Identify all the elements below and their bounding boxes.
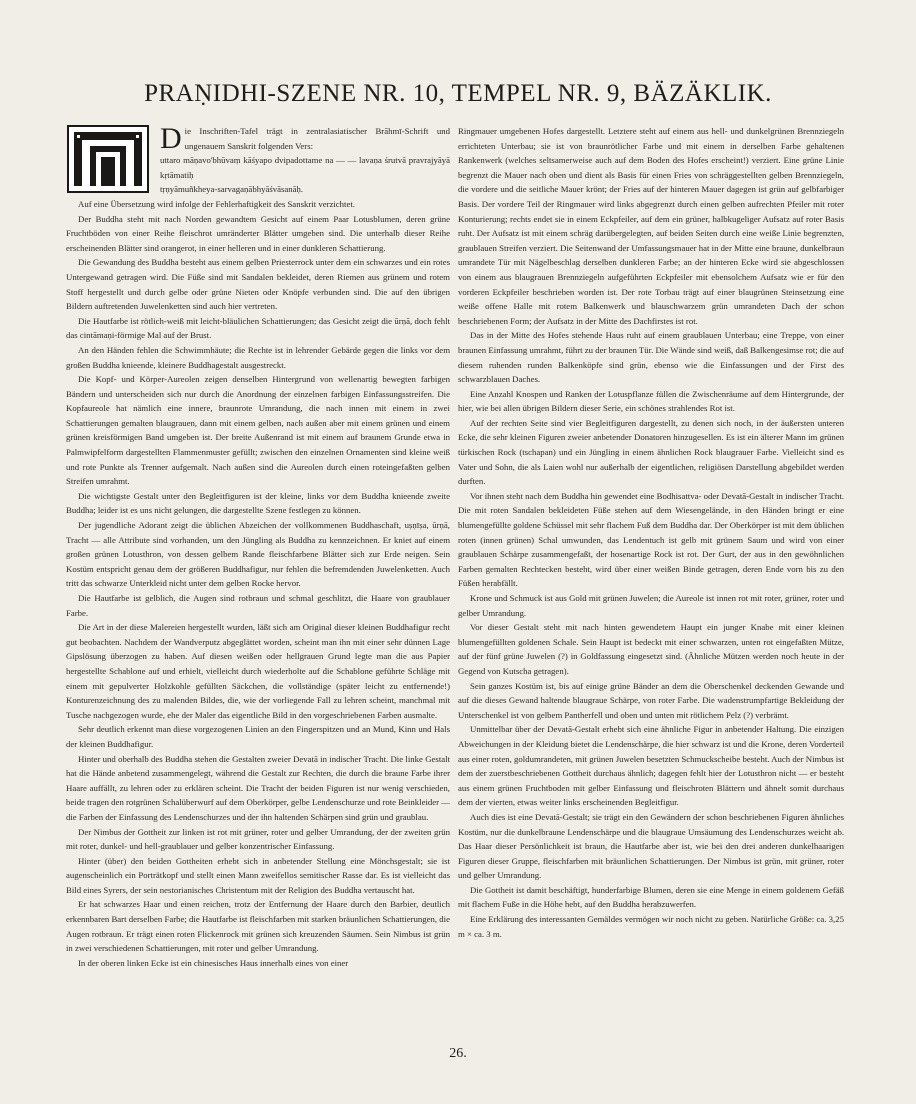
page-title: PRAṆIDHI-SZENE NR. 10, TEMPEL NR. 9, BÄZÄKLIK.	[144, 80, 772, 107]
page-number: 26.	[449, 1046, 467, 1061]
paragraph: ie Inschriften-Tafel trägt in zentralasiatischer Brāhmī-Schrift und ungenauem Sanskrit folgenden Vers:	[184, 126, 450, 151]
paragraph: Der Nimbus der Gottheit zur linken ist rot mit grüner, roter und gelber Umrandung, der der zweiten grün mit roter, dunkel- und hell-graublauer und gelber konzentrischer Einfassung.	[66, 826, 450, 852]
paragraph: Vor dieser Gestalt steht mit nach hinten gewendetem Haupt ein junger Knabe mit einer kleinen blumengefüllten goldenen Schale. Sein Haupt ist bedeckt mit einer schwarzen, unten rot eingefaßten Mütze, auf der fünf grüne Juwelen (?) in Goldfassung eingesetzt sind. (Ähnliche Mützen werden noch heute in der Gegend von Kutscha getragen).	[458, 622, 844, 676]
paragraph: Hinter (über) den beiden Gottheiten erhebt sich in anbetender Stellung eine Mönchsgestalt; sie ist augenscheinlich ein Porträtkopf und stellt einen Mann zweifellos semitischer Rasse dar. Es ist vielleicht das Bild eines Syrers, der sein nestorianisches Christentum mit der Religion des Buddha vertauscht hat.	[66, 855, 450, 895]
paragraph: Auf der rechten Seite sind vier Begleitfiguren dargestellt, zu denen sich noch, in der äußersten unteren Ecke, die sehr kleinen Figuren zweier anbetender Donatoren hinzugesellen. Es ist ein älterer Mann im grünen türkischen Rock (tschapan) und ein Jüngling in einem ähnlichen Rock blaugrauer Farbe. Vielleicht sind es Vater und Sohn, die als Laien wohl nur außerhalb der eigentlichen, religiösen Darstellung abgebildet werden durften.	[458, 417, 844, 487]
paragraph: Das in der Mitte des Hofes stehende Haus ruht auf einem graublauen Unterbau; eine Treppe, von einer braunen Einfassung umrahmt, führt zu der braunen Tür. Die Wände sind weiß, daß Balkengesimse rot; die auf diesem ruhenden runden Balkenköpfe sind grün, ebenso wie die Einfassungen und der First des schwarzblauen Daches.	[458, 330, 844, 385]
right-column	[458, 124, 844, 1042]
paragraph: Krone und Schmuck ist aus Gold mit grünen Juwelen; die Aureole ist innen rot mit roter, grüner, roter und gelber Umrandung.	[458, 593, 844, 618]
left-column	[66, 124, 450, 1042]
paragraph: Unmittelbar über der Devatā-Gestalt erhebt sich eine ähnliche Figur in anbetender Haltung. Die einzigen Abweichungen in der Kleidung bietet die Lendenschärpe, die hier schwarz ist und die Krone, deren Vorderteil aus einer roten, goldumrandeten, mit grünen Juwelen besetzten Schmuckscheibe besteht. Auch der Nimbus ist dem der zuerstbeschriebenen Gottheit durchaus ähnlich; dagegen fehlt hier der Lotusthron nicht — er besteht aus einem grünen Fruchtboden mit gelber Einfassung und fleischroten Blättern und ähnelt somit durchaus dem der vierten, etwas weiter links erscheinenden Begleitfigur.	[458, 724, 844, 808]
paragraph: An den Händen fehlen die Schwimmhäute; die Rechte ist in lehrender Gebärde gegen die links vor dem großen Buddha knieende, kleinere Buddhagestalt ausgestreckt.	[66, 344, 450, 370]
verse-line: uttaro māṇavo'bhūvaṃ kāśyapo dvipadottame na — — lavaṇa śrutvā pravrajyāyā kṛtāmatiḥ	[160, 155, 450, 180]
paragraph: Der jugendliche Adorant zeigt die üblichen Abzeichen der vollkommenen Buddhaschaft, uṣṇīṣa, ūrṇā, Tracht — alle Attribute sind vorhanden, um den Jüngling als Buddha zu kennzeichnen. Er kniet auf einem großen grünen Lotusthron, von dessen gelbem Rande fleischfarbene Blätter sich zur Erde neigen. Sein Kostüm entspricht genau dem der größeren Buddhafigur, nur fehlen die befremdenden Juwelenketten. Auch tritt das schwarze Unterkleid nicht unter dem gelben Rocke hervor.	[66, 520, 450, 589]
drop-cap-letter: D	[160, 124, 182, 155]
paragraph: Auch dies ist eine Devatā-Gestalt; sie trägt ein den Gewändern der schon beschriebenen Figuren ähnliches Kostüm, nur die dunkelbraune Lendenschärpe und die blaugraue Umsäumung des Lendenschurzes weicht ab. Das Haar dieser Persönlichkeit ist braun, die Hautfarbe aber ist, wie bei den drei anderen dunkelhaarigen Figuren dieser Gruppe, fleischfarben mit bräunlichen Schattierungen. Der Nimbus ist grün, mit grüner, roter und gelber Umrandung.	[458, 811, 844, 881]
paragraph: Die Gottheit ist damit beschäftigt, hunderfarbige Blumen, deren sie eine Menge in einem goldenem Gefäß mit flachem Fuße in die Höhe hebt, auf den Buddha herabzuwerfen.	[458, 884, 844, 910]
paragraph: Der Buddha steht mit nach Norden gewandtem Gesicht auf einem Paar Lotusblumen, deren grüne Fruchtböden von einer Reihe fleischrot umränderter Blätter umgeben sind. Die unterhalb dieser Reihe erscheinenden Blätter sind orangerot, in einer helleren und in einer dunkleren Schattierung.	[66, 213, 450, 253]
paragraph: Die Hautfarbe ist rötlich-weiß mit leicht-bläulichen Schattierungen; das Gesicht zeigt die ūrṇā, doch fehlt das cintāmaṇi-förmige Mal auf der Brust.	[66, 315, 450, 341]
paragraph: Eine Anzahl Knospen und Ranken der Lotuspflanze füllen die Zwischenräume auf dem Hintergrunde, der hier, wie bei allen übrigen Bildern dieser Serie, ein schönes strahlendes Rot ist.	[458, 388, 844, 414]
paragraph: Die Art in der diese Malereien hergestellt wurden, läßt sich am Original dieser kleinen Buddhafigur recht gut beobachten. Nachdem der Wandverputz abgeglättet worden, scheint man ihn mit einer sehr dünnen Lage Gipslösung überzogen zu haben. Auf diesen weißen oder hellgrauen Grund legte man die aus Papier hergestellte Schablone auf und erhielt, vielleicht durch wiederholte auf die Schablone geführte Schläge mit einem mit gepulverter Holzkohle gefüllten Säckchen, die vollständige (später leicht zu entfernende!) Konturenzeichnung des zu malenden Bildes, die, wie der vorliegende Fall zu lehren scheint, manchmal mit Tusche nachgezogen wurde, ehe der Maler das eigentliche Bild in den vorgeschriebenen Farben ausmalte.	[66, 622, 450, 720]
paragraph: Er hat schwarzes Haar und einen reichen, trotz der Entfernung der Haare durch den Barbier, deutlich erkennbaren Bart derselben Farbe; die Hautfarbe ist fleischfarben mit starken bräunlichen Schattierungen, die Augen rotbraun. Er trägt einen roten Flickenrock mit grünen sich kreuzenden Säumen. Sein Nimbus ist grün in zwei verschiedenen Schattierungen, mit roter und gelber Umrandung.	[66, 899, 450, 954]
verse-line: tṛṇyāmuñkheya-sarvagaṇābhyāśvāsanāḥ.	[160, 184, 304, 195]
paragraph: In der oberen linken Ecke ist ein chinesisches Haus innerhalb eines von einer	[78, 957, 349, 968]
paragraph: Auf eine Übersetzung wird infolge der Fehlerhaftigkeit des Sanskrit verzichtet.	[78, 198, 355, 209]
paragraph: Die Gewandung des Buddha besteht aus einem gelben Priesterrock unter dem ein schwarzes und ein rotes Untergewand getragen wird. Die Füße sind mit Sandalen bekleidet, deren Riemen aus grünem und rotem Stoff hergestellt und durch gelbe oder grüne Nieten oder Knöpfe verbunden sind. Die auf den übrigen Bildern auftretenden Juwelenketten sind auch hier vertreten.	[66, 257, 450, 312]
paragraph: Sein ganzes Kostüm ist, bis auf einige grüne Bänder an dem die Oberschenkel deckenden Gewande und auf die dieses Gewand haltende blaugraue Schärpe, von roter Farbe. Die wadenstrumpfartige Bekleidung der Unterschenkel ist von gelbem Pantherfell und oben und unten mit rötlichem Pelz (?) verbrämt.	[458, 680, 844, 720]
paragraph: Die wichtigste Gestalt unter den Begleitfiguren ist der kleine, links vor dem Buddha knieende zweite Buddha; leider ist es uns nicht gelungen, die dargestellte Szene festlegen zu können.	[66, 490, 450, 516]
paragraph: Sehr deutlich erkennt man diese vorgezogenen Linien an den Fingerspitzen und an Mund, Kinn und Hals der kleinen Buddhafigur.	[66, 724, 450, 749]
paragraph: Ringmauer umgebenen Hofes dargestellt. Letztere steht auf einem aus hell- und dunkelgrünen Brennziegeln errichteten Unterbau; sie ist von braunrötlicher Farbe und mit einem in derselben Farbe gehaltenen Rankenwerk (welches seltsamerweise auch auf dem Boden des Hofes erscheint!) verziert. Eine grüne Linie begrenzt die Mauer nach oben und dient als Basis für einen Fries von schräggestellten gelben Brennziegeln, die vordere und die seitliche Mauer krönt; der Fries auf der hinteren Mauer dagegen ist grün auf gelbfarbiger Basis. Der vordere Teil der Ringmauer wird links abgegrenzt durch einen gelben aufrechten Pfeiler mit roter Konturierung; rechts endet sie in einem Eckpfeiler, auf dem ein grüner, halbkugeliger Aufsatz auf roter Basis ruht. Der Aufsatz ist mit einem schräg darübergelegten, auf beiden Seiten durch eine weiße Linie begrenzten, graublauen Streifen verziert. Die Seitenwand der Umfassungsmauer hat in der Mitte eine braune, dunkelbraun umrandete Tür mit Nägelbeschlag derselben dunkleren Farbe; an der hinteren Ecke wird sie abgeschlossen von einem aus blaugrauen Brennziegeln aufgeführten Eckpfeiler mit ebensolchem Aufsatz wie er für den vorderen Eckpfeiler beschrieben worden ist. Der rote Torbau trägt auf einer blaugrünen Steinsetzung eine weiße offene Halle mit rotem Balkenwerk und blauschwarzem grün umrandeten Dach der schon beschriebenen Form; der Aufsatz in der Mitte des Dachfirstes ist rot.	[458, 126, 844, 326]
paragraph: Eine Erklärung des interessanten Gemäldes vermögen wir noch nicht zu geben. Natürliche Größe: ca. 3,25 m × ca. 3 m.	[458, 914, 844, 939]
ornamental-initial-icon	[66, 124, 150, 194]
paragraph: Hinter und oberhalb des Buddha stehen die Gestalten zweier Devatā in indischer Tracht. Die linke Gestalt hat die Hände anbetend zusammengelegt, während die Gestalt zur Rechten, die durch die braune Farbe ihrer Haare auffällt, zu lehren oder zu erklären scheint. Die Tracht der beiden Figuren ist nur wenig verschieden, beide tragen den rotgrünen Schalüberwurf auf dem Oberkörper, gelbe Lendenschurze und rote Beinkleider — die Farben der Einfassung des Lendenschurzes und der ihn haltenden Schärpen sind grün und graublau.	[66, 753, 450, 822]
paragraph: Die Hautfarbe ist gelblich, die Augen sind rotbraun und schmal geschlitzt, die Haare von graublauer Farbe.	[66, 593, 450, 618]
paragraph: Vor ihnen steht nach dem Buddha hin gewendet eine Bodhisattva- oder Devatā-Gestalt in indischer Tracht. Die mit roten Sandalen bekleideten Füße stehen auf dem Wiesengelände, in den Händen bringt er eine blumengefüllte goldene Schüssel mit sehr flachem Fuß dem Buddha dar. Der Oberkörper ist mit dem üblichen roten (innen grünen) Schal umwunden, das Lendentuch ist gelb mit grünem Saum und wird von einer graublauen Schärpe zusammengefaßt, der hosenartige Rock ist rot. Der Gurt, der aus in den gewöhnlichen Farben gemalten Rechtecken besteht, wird über einer weißen Binde getragen, deren Ende vorn bis zu den Füßen herabfällt.	[458, 490, 844, 589]
paragraph: Die Kopf- und Körper-Aureolen zeigen denselben Hintergrund von wellenartig bewegten farbigen Bändern und unterscheiden sich nur durch die Anordnung der einzelnen farbigen Einfassungsstreifen. Die Kopfaureole hat nämlich eine innere, braunrote Umrandung, die nach innen mit einem in zwei Schattierungen gemalten blaugrauen, dann mit einem gelben, nach außen aber mit einem grünen und einem grünen kreisförmigen Band umgeben ist. Der breite Außenrand ist mit einem auf braunem Grunde etwa in Palmwipfelform dargestellten Flammenmuster gefüllt; zwischen den einzelnen Ornamenten sind kleine weiß und rote Punkte als Trenner aufgemalt. Nach außen sind die Aureolen durch einen roteingefaßten gelben Streifen umrahmt.	[66, 374, 450, 487]
